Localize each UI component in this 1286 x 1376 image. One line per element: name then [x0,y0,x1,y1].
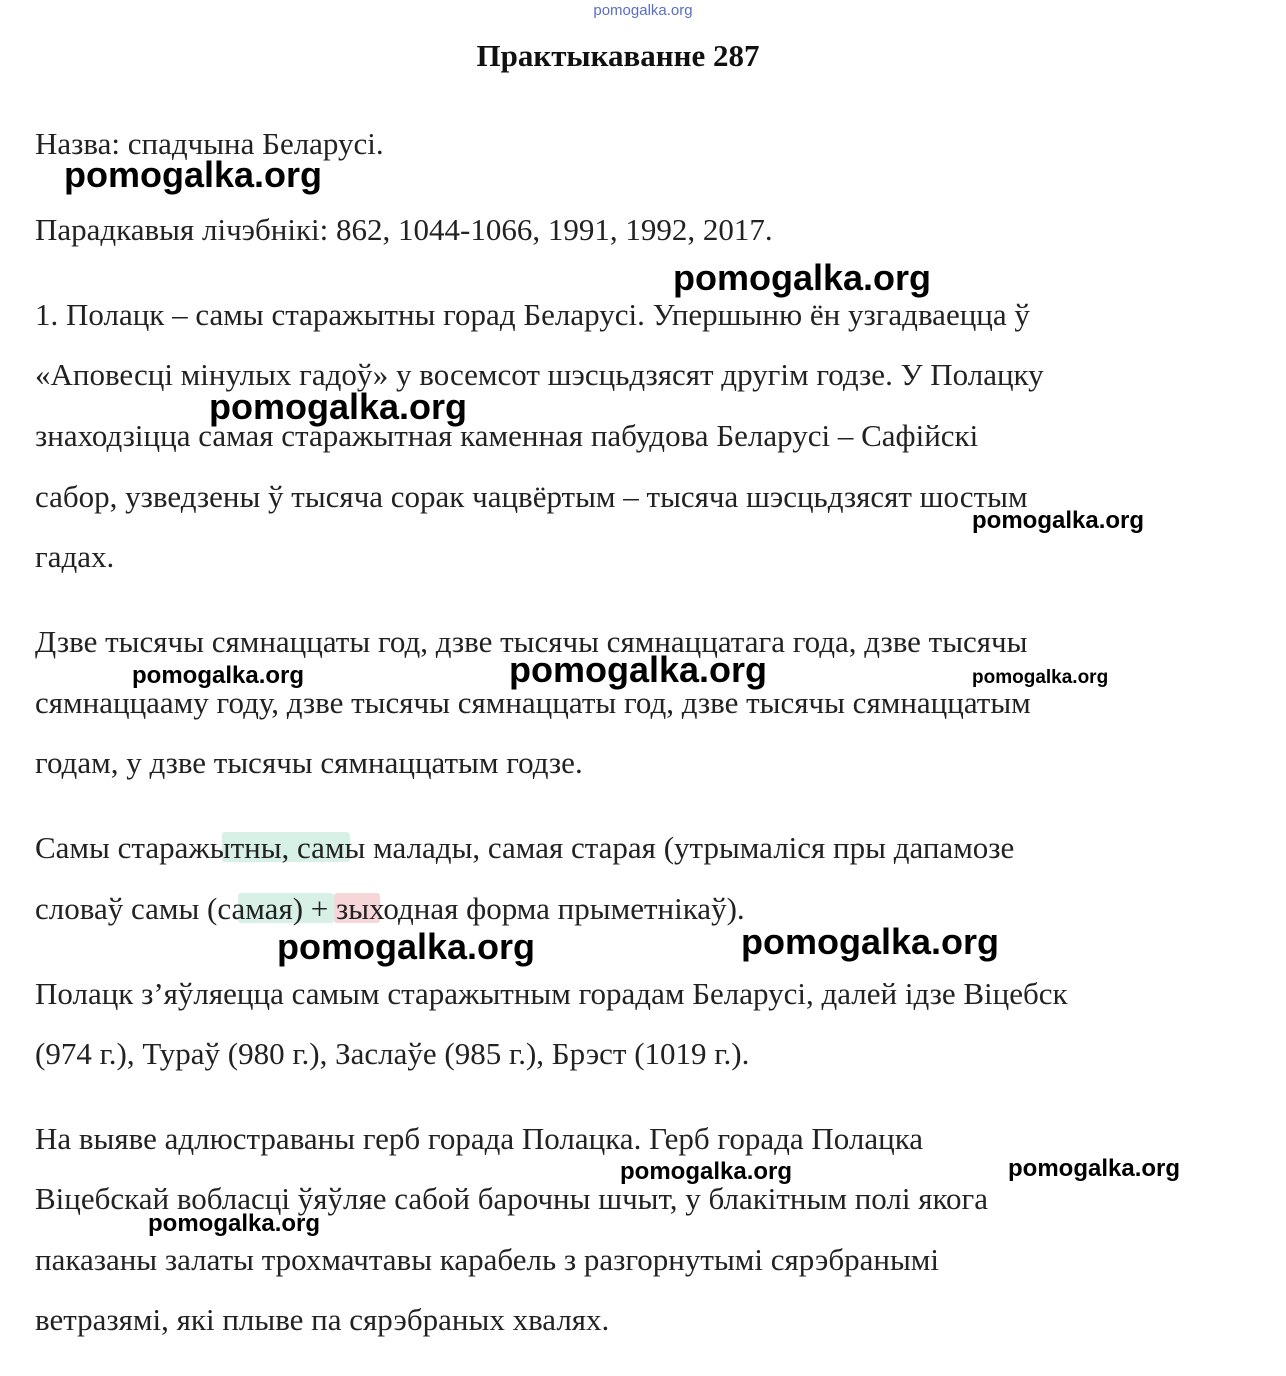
watermark: pomogalka.org [1008,1155,1181,1182]
text-line: 1. Полацк – самы старажытны горад Беларусі. Упершыню ён узгадваецца ў [35,297,1030,332]
text-line: словаў самы (самая) + зыходная форма прыметнікаў). [35,891,745,926]
watermark: pomogalka.org [620,1158,793,1185]
page-title: Практыкаванне 287 [476,38,760,73]
text-line: гадах. [35,539,115,574]
watermark: pomogalka.org [132,662,305,689]
text-line: «Аповесці мінулых гадоў» у восемсот шэсцьдзясят другім годзе. У Полацку [35,357,1044,392]
text-line: годам, у дзве тысячы сямнаццатым годзе. [35,745,583,780]
watermark: pomogalka.org [673,257,932,298]
watermark: pomogalka.org [209,386,468,427]
text-line: Парадкавыя лічэбнікі: 862, 1044-1066, 1991, 1992, 2017. [35,212,773,247]
watermark: pomogalka.org [277,926,536,967]
watermark: pomogalka.org [64,154,323,195]
text-line: паказаны залаты трохмачтавы карабель з разгорнутымі сярэбранымі [35,1242,940,1277]
watermark: pomogalka.org [509,649,768,690]
site-link[interactable]: pomogalka.org [593,2,693,19]
watermark: pomogalka.org [972,667,1109,688]
text-line: (974 г.), Тураў (980 г.), Заслаўе (985 г.), Брэст (1019 г.). [35,1036,750,1071]
text-line: Дзве тысячы сямнаццаты год, дзве тысячы сямнаццатага года, дзве тысячы [35,624,1028,659]
text-line: Самы старажытны, самы малады, самая старая (утрымаліся пры дапамозе [35,830,1015,865]
text-line: На выяве адлюстраваны герб горада Полацка. Герб горада Полацка [35,1121,924,1156]
text-line: сабор, узведзены ў тысяча сорак чацвёртым – тысяча шэсцьдзясят шостым [35,479,1028,514]
text-line: знаходзіцца самая старажытная каменная пабудова Беларусі – Сафійскі [35,418,979,453]
watermark: pomogalka.org [972,507,1145,534]
text-line: Назва: спадчына Беларусі. [35,126,384,161]
text-line: сямнаццааму году, дзве тысячы сямнаццаты год, дзве тысячы сямнаццатым [35,685,1031,720]
text-line: Полацк з’яўляецца самым старажытным горадам Беларусі, далей ідзе Віцебск [35,976,1068,1011]
watermark: pomogalka.org [741,921,1000,962]
watermark: pomogalka.org [148,1210,321,1237]
text-line: ветразямі, які плыве па сярэбраных хвалях. [35,1302,610,1337]
text-line: Віцебскай вобласці ўяўляе сабой барочны шчыт, у блакітным полі якога [35,1181,988,1216]
